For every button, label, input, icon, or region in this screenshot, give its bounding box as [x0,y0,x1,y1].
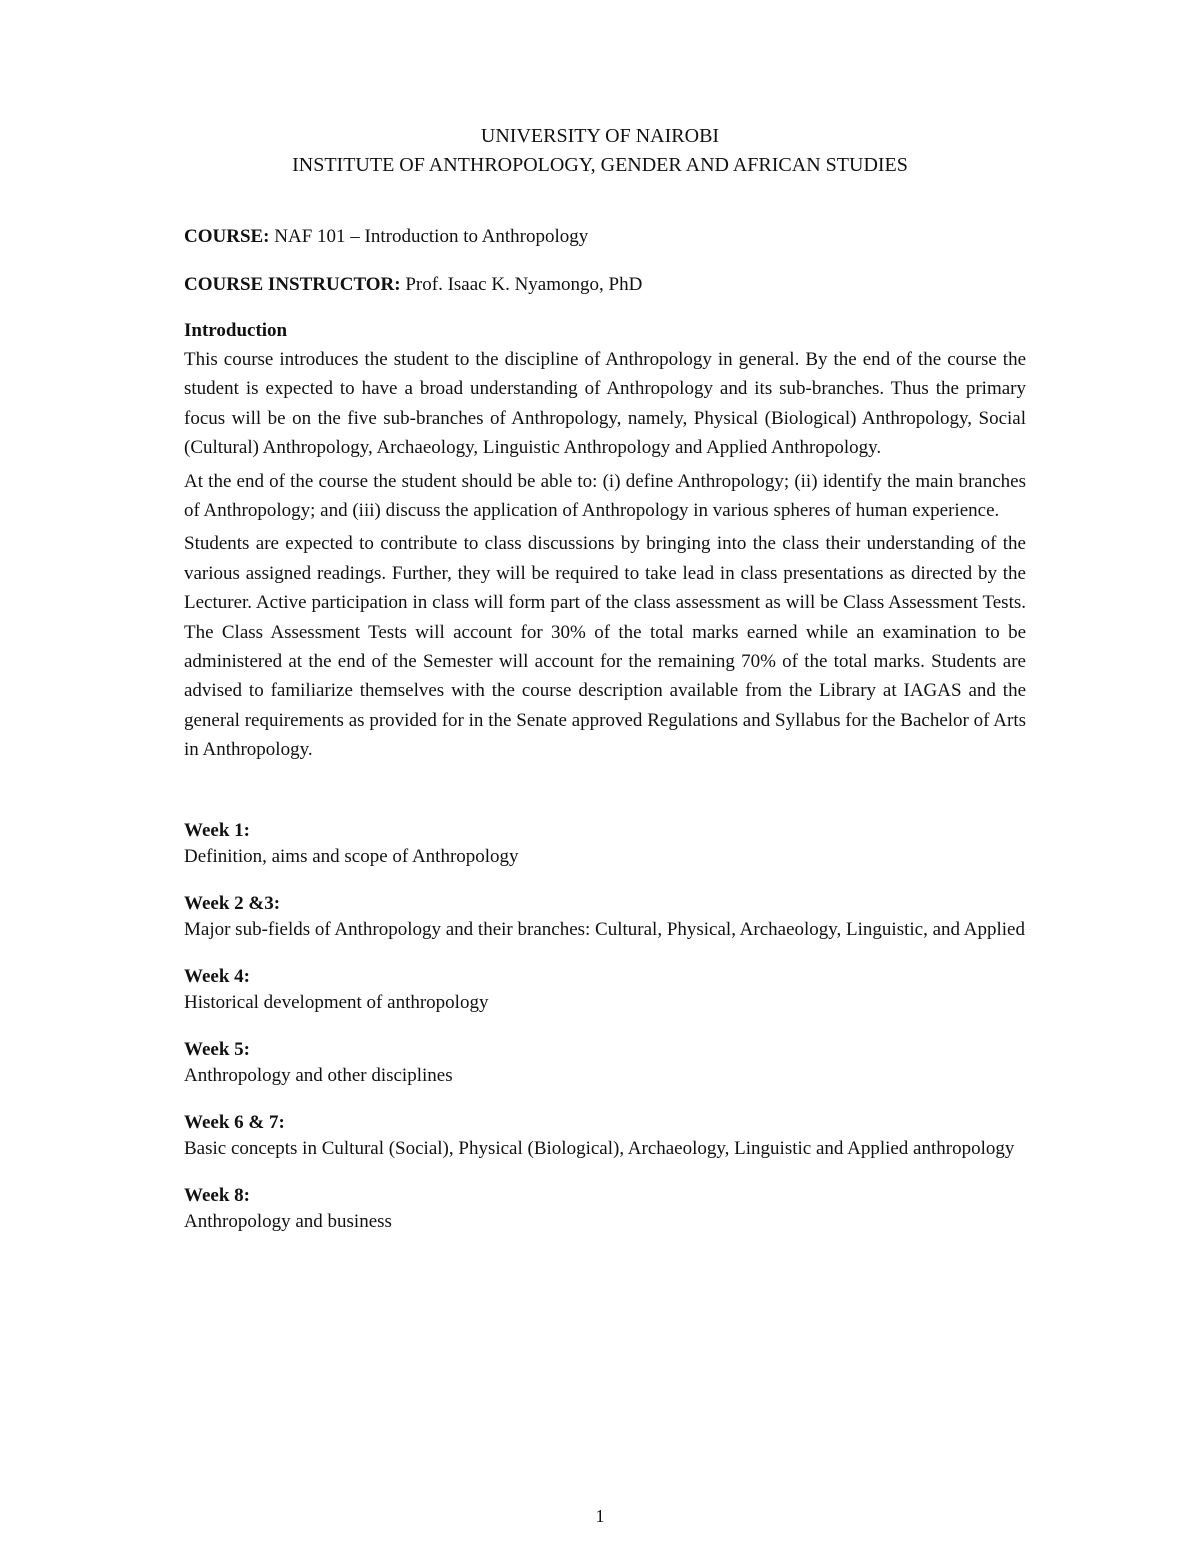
week-title: Week 6 & 7: [184,1111,285,1133]
university-name: UNIVERSITY OF NAIROBI [480,125,720,147]
intro-paragraph-2: At the end of the course the student should be able to: (i) define Anthropology; (ii) identify the main branches of Anthropology; and (iii) discuss the application of Anthropology in various spheres of human experience. [184,470,1026,522]
course-line [184,222,1026,252]
week-entry [184,1110,1026,1161]
weekly-schedule [184,818,1026,1234]
week-description: Basic concepts in Cultural (Social), Physical (Biological), Archaeology, Linguistic and Applied anthropology [184,1137,1015,1159]
week-title: Week 4: [184,965,250,987]
instructor-line [184,270,1026,300]
week-title: Week 5: [184,1038,250,1060]
week-entry [184,1183,1026,1234]
course-value: NAF 101 – Introduction to Anthropology [269,226,589,247]
intro-paragraph-1: This course introduces the student to the discipline of Anthropology in general. By the end of the course the student is expected to have a broad understanding of Anthropology and its sub-branches. Thus the primary focus will be on the five sub-branches of Anthropology, namely, Physical (Biological) Anthropology, Social (Cultural) Anthropology, Archaeology, Linguistic Anthropology and Applied Anthropology. [184,349,1026,459]
week-description: Anthropology and other disciplines [184,1064,453,1086]
introduction-heading: Introduction [184,320,288,341]
course-label: COURSE: [184,226,270,247]
week-title: Week 8: [184,1184,250,1206]
week-entry [184,964,1026,1015]
week-title: Week 2 &3: [184,892,281,914]
week-entry [184,891,1026,942]
instructor-label: COURSE INSTRUCTOR: [184,274,401,295]
week-entry [184,818,1026,869]
week-description: Major sub-fields of Anthropology and their branches: Cultural, Physical, Archaeology, Linguistic, and Applied [184,918,1025,940]
week-title: Week 1: [184,819,250,841]
document-body [184,222,1026,1256]
page-number: 1 [595,1506,605,1526]
institute-name: INSTITUTE OF ANTHROPOLOGY, GENDER AND AFRICAN STUDIES [292,154,908,176]
intro-paragraph-3: Students are expected to contribute to class discussions by bringing into the class their understanding of the various assigned readings. Further, they will be required to take lead in class presentations as directed by the Lecturer. Active participation in class will form part of the class assessment as will be Class Assessment Tests. The Class Assessment Tests will account for 30% of the total marks earned while an examination to be administered at the end of the Semester will account for the remaining 70% of the total marks. Students are advised to familiarize themselves with the course description available from the Library at IAGAS and the general requirements as provided for in the Senate approved Regulations and Syllabus for the Bachelor of Arts in Anthropology. [184,533,1026,761]
instructor-value: Prof. Isaac K. Nyamongo, PhD [400,274,643,295]
week-description: Definition, aims and scope of Anthropology [184,845,519,867]
week-description: Historical development of anthropology [184,991,489,1013]
week-entry [184,1037,1026,1088]
week-description: Anthropology and business [184,1210,392,1232]
document-header [0,122,1200,180]
